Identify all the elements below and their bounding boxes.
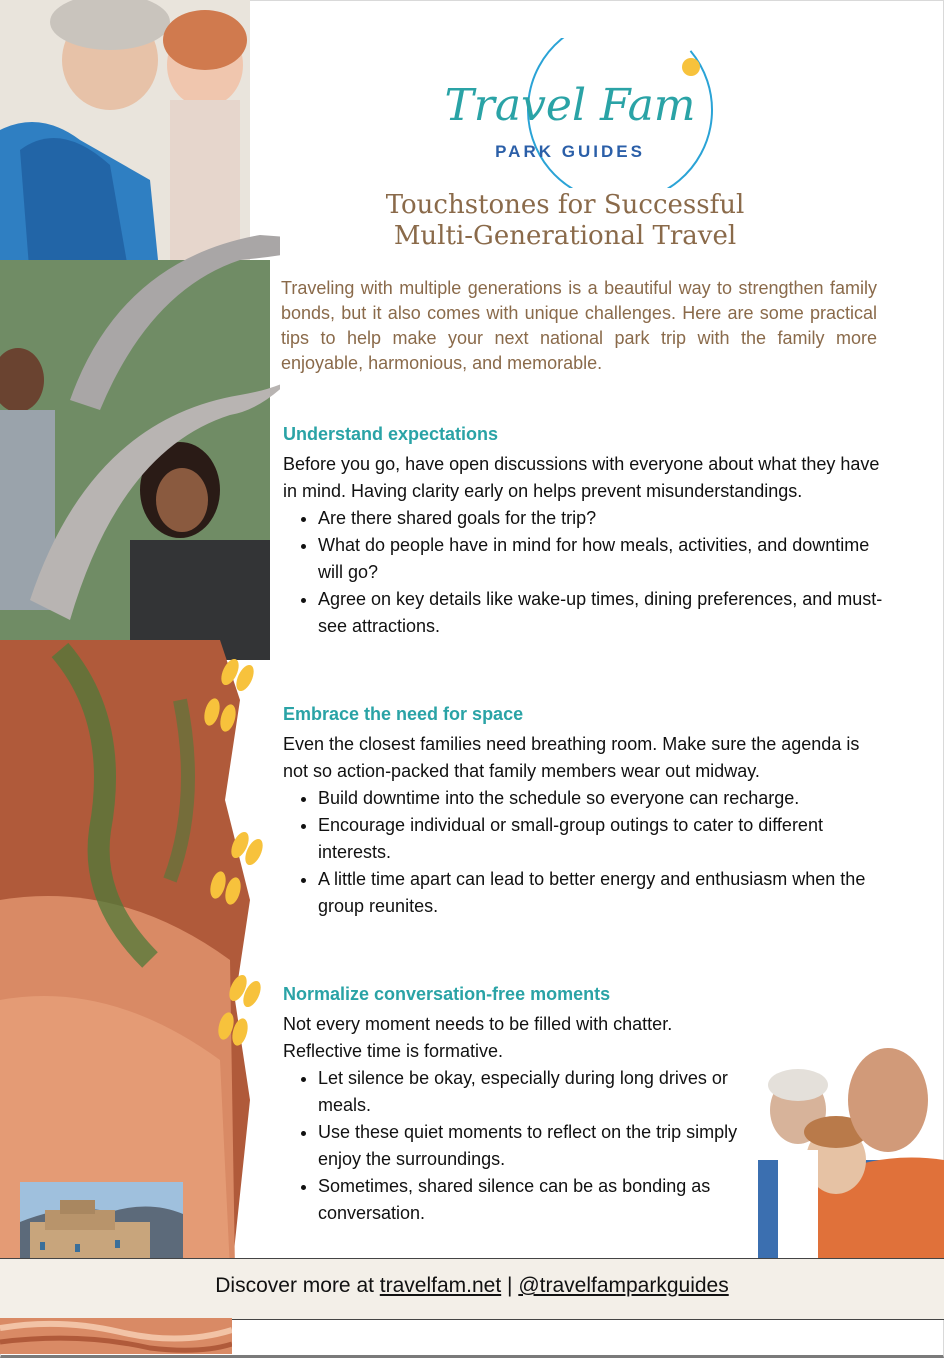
section-conversation-free [283, 983, 753, 1227]
section-body: Before you go, have open discussions with everyone about what they have in mind. Having clarity early on helps prevent misunderstandings. [283, 454, 880, 501]
family-photo [758, 1040, 944, 1258]
list-item: • Let silence be okay, especially during long drives or meals. [318, 1065, 753, 1119]
intro-paragraph: Traveling with multiple generations is a beautiful way to strengthen family bonds, but it also comes with unique challenges. Here are some practical tips to help make your next national park trip with the family more enjoyable, harmonious, and memorable. [281, 278, 877, 373]
section-heading: Normalize conversation-free moments [283, 984, 611, 1004]
list-item: • Are there shared goals for the trip? [318, 505, 883, 532]
list-item: • Encourage individual or small-group outings to cater to different interests. [318, 812, 883, 866]
section-heading: Embrace the need for space [283, 704, 524, 724]
list-item: • Use these quiet moments to reflect on the trip simply enjoy the surroundings. [318, 1119, 753, 1173]
list-item: • Build downtime into the schedule so everyone can recharge. [318, 785, 883, 812]
site-link[interactable]: travelfam.net [379, 1274, 502, 1297]
title-line-1: Touchstones for Successful [385, 190, 745, 220]
photo-collage [0, 0, 280, 1358]
title-line-2: Multi-Generational Travel [393, 221, 737, 251]
footer-separator: | [501, 1274, 519, 1297]
rock-strip-photo [0, 1318, 232, 1354]
list-item: • A little time apart can lead to better energy and enthusiasm when the group reunites. [318, 866, 883, 920]
bullet-list [283, 505, 883, 640]
footer-prefix: Discover more at [215, 1274, 380, 1297]
bullet-list [283, 785, 883, 920]
list-item: • Agree on key details like wake-up times, dining preferences, and must-see attractions. [318, 586, 883, 640]
travelfam-logo [430, 38, 730, 188]
list-item: • What do people have in mind for how meals, activities, and downtime will go? [318, 532, 883, 586]
logo-name: Travel Fam [444, 80, 696, 131]
section-body: Not every moment needs to be filled with chatter. Reflective time is formative. [283, 1014, 673, 1061]
section-heading: Understand expectations [283, 424, 499, 444]
section-embrace-space [283, 703, 883, 920]
logo-tagline: PARK GUIDES [495, 142, 645, 161]
footer [0, 1274, 944, 1298]
bullet-list [283, 1065, 753, 1227]
section-body: Even the closest families need breathing room. Make sure the agenda is not so action-packed that family members wear out midway. [283, 734, 860, 781]
list-item: • Sometimes, shared silence can be as bonding as conversation. [318, 1173, 753, 1227]
section-understand-expectations [283, 423, 883, 640]
page-title [330, 190, 800, 252]
social-handle-link[interactable]: @travelfamparkguides [518, 1274, 729, 1297]
